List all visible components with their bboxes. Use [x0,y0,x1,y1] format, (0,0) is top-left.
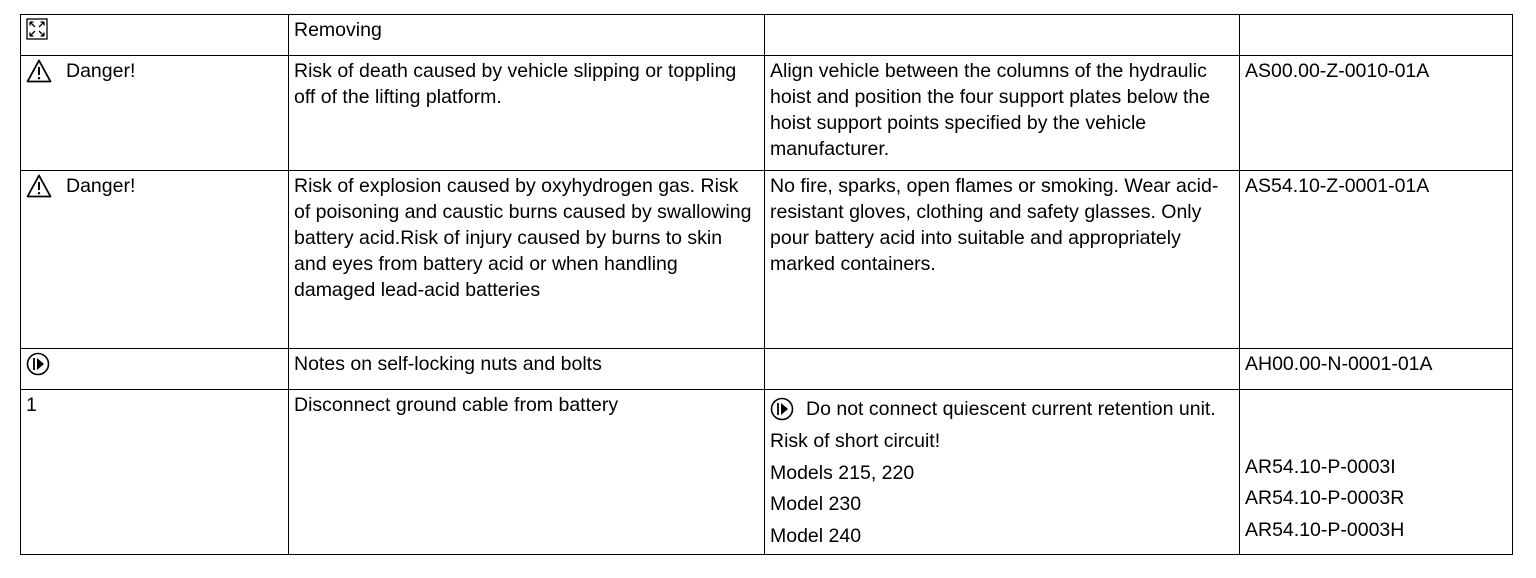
table-row [21,349,1513,390]
step-description: Removing [289,15,765,56]
row-icon-cell [21,15,289,56]
reference-link[interactable]: AR54.10-P-0003I [1245,456,1396,478]
risk-description: Risk of explosion caused by oxyhydrogen gas. Risk of poisoning and caustic burns caused by swallowing battery acid.Risk of injury caused by burns to skin and eyes from battery acid or when handling damaged lead-acid batteries [289,171,765,349]
reference-link[interactable]: AR54.10-P-0003H [1245,519,1405,541]
danger-label: Danger! [66,175,136,197]
step-number: 1 [21,390,289,555]
danger-cell [21,171,289,349]
model-label: Models 215, 220 [770,462,915,484]
danger-label: Danger! [66,60,136,82]
removal-icon [26,18,48,47]
table-row [21,171,1513,349]
step-description: Disconnect ground cable from battery [289,390,765,555]
instruction-cell [765,390,1240,555]
table-row [21,56,1513,171]
row-icon-cell [21,349,289,390]
danger-cell [21,56,289,171]
reference-link[interactable]: AR54.10-P-0003R [1245,487,1405,509]
model-label: Model 230 [770,493,862,515]
model-label: Model 240 [770,525,862,547]
instruction-cell: No fire, sparks, open flames or smoking. Wear acid-resistant gloves, clothing and safety glasses. Only pour battery acid into suitable and appropriately marked containers. [765,171,1240,349]
instruction-cell: Align vehicle between the columns of the hydraulic hoist and position the four support plates below the hoist support points specified by the vehicle manufacturer. [765,56,1240,171]
risk-description: Risk of death caused by vehicle slipping or toppling off of the lifting platform. [289,56,765,171]
reference-cell [1240,15,1513,56]
note-icon [770,397,794,428]
instruction-cell [765,349,1240,390]
table-row [21,390,1513,555]
reference-link[interactable]: AH00.00-N-0001-01A [1240,349,1513,390]
instruction-cell [765,15,1240,56]
reference-link[interactable]: AS54.10-Z-0001-01A [1240,171,1513,349]
note-block [770,396,1234,454]
reference-cell [1240,390,1513,555]
note-icon [26,352,50,383]
procedure-table [20,14,1513,555]
step-description: Notes on self-locking nuts and bolts [289,349,765,390]
note-text: Do not connect quiescent current retention unit. Risk of short circuit! [770,398,1216,452]
table-row [21,15,1513,56]
reference-link[interactable]: AS00.00-Z-0010-01A [1240,56,1513,171]
warning-triangle-icon [26,174,52,205]
warning-triangle-icon [26,59,52,90]
